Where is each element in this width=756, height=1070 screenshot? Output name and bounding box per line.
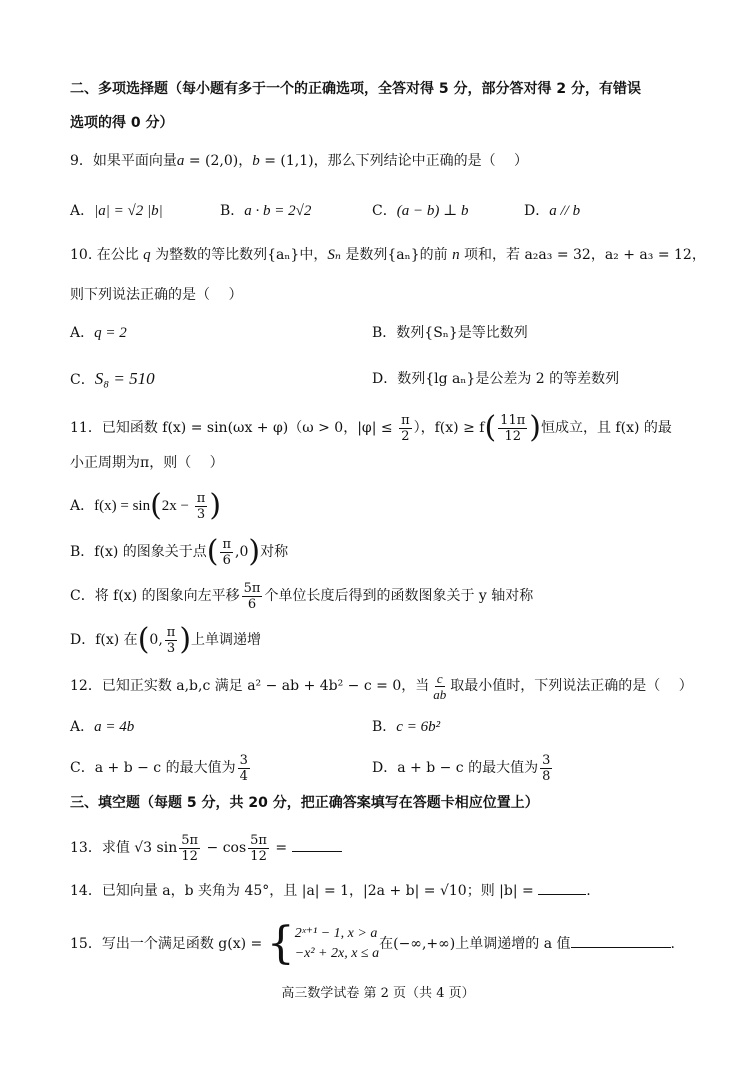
q9-b-value: = (1,1)，那么下列结论中正确的是（ ）: [259, 153, 529, 169]
section3-title: 三、填空题（每题 5 分，共 20 分，把正确答案填写在答题卡相应位置上）: [70, 795, 539, 811]
q10-stem-line1: 10. 在公比 q 为整数的等比数列{aₙ}中，Sₙ 是数列{aₙ}的前 n 项和，若 a₂a₃ = 32，a₂ + a₃ = 12，: [70, 247, 706, 263]
q12-option-b: B．c = 6b²: [372, 719, 441, 735]
q9-option-c: C．(a − b) ⊥ b: [372, 203, 469, 219]
q15-piecewise: 2ˣ⁺¹ − 1, x > a −x² + 2x, x ≤ a: [294, 926, 380, 961]
q11-option-d: D．f(x) 在(0, $\frac{\pi}{3}$ )上单调递增: [70, 622, 262, 657]
q12-option-c: C．a + b − c 的最大值为 $\frac{3}{4}$: [70, 752, 248, 784]
page-footer: 高三数学试卷 第 2 页（共 4 页）: [281, 986, 475, 1001]
q15-stem: 15．写出一个满足函数 g(x) = { 2ˣ⁺¹ − 1, x > a −x² + 2x, x ≤ a 在(−∞,+∞)上单调递增的 a 值 .: [70, 918, 675, 969]
section2-title-line1: 二、多项选择题（每小题有多于一个的正确选项，全答对得 5 分，部分答对得 2 分，有错误: [70, 81, 641, 97]
q14-stem: 14．已知向量 a，b 夹角为 45°，且 |a| = 1，|2a + b| = √10；则 |b| = .: [70, 883, 591, 899]
q10-option-c: C．S₈ = 510: [70, 369, 155, 388]
q13-stem: 13．求值 √3 sin $\frac{5\pi}{12}$ − cos $\frac{5\pi}{12}$ =: [70, 828, 690, 868]
q12-stem: 12．已知正实数 a,b,c 满足 a² − ab + 4b² − c = 0，当 $\frac{c}{ab}$ 取最小值时，下列说法正确的是（ ）: [70, 670, 693, 702]
q10-option-a: A．q = 2: [70, 325, 127, 341]
q10-stem-line2: 则下列说法正确的是（ ）: [70, 287, 243, 303]
q15-answer-blank[interactable]: [571, 947, 671, 948]
q9-a-value: = (2,0)，: [184, 153, 253, 169]
q9-stem-number: 9．如果平面向量: [70, 153, 177, 169]
q9-vector-a: a: [176, 153, 185, 169]
q10-option-b: B．数列{Sₙ}是等比数列: [372, 325, 528, 341]
q9-option-b: B．a · b = 2√2: [220, 203, 312, 219]
q12-option-d: D．a + b − c 的最大值为 $\frac{3}{8}$: [372, 752, 551, 784]
q9-option-d: D．a // b: [524, 203, 581, 219]
q10-option-d: D．数列{lg aₙ}是公差为 2 的等差数列: [372, 371, 620, 387]
section2-title-line2: 选项的得 0 分）: [70, 115, 174, 131]
q11-option-b: B．f(x) 的图象关于点( $\frac{\pi}{6}$ ,0)对称: [70, 534, 289, 569]
q9-vector-b: b: [252, 153, 260, 169]
q12-option-a: A．a = 4b: [70, 719, 135, 735]
q9-option-a: A．|a| = √2 |b|: [70, 203, 163, 219]
q11-stem-line2: 小正周期为π，则（ ）: [70, 455, 224, 471]
q11-eleven-pi-over-12: $\frac{11\pi}{12}$: [500, 412, 526, 444]
q14-answer-blank[interactable]: [538, 894, 586, 895]
q11-pi-over-2: $\frac{\pi}{2}$: [401, 412, 410, 444]
q13-answer-blank[interactable]: [292, 851, 342, 852]
q11-option-c: C．将 f(x) 的图象向左平移 $\frac{5\pi}{6}$ 个单位长度后得到的函数图象关于 y 轴对称: [70, 580, 534, 612]
q11-stem-line1: 11．已知函数 f(x) = sin(ωx + φ)（ω > 0，|φ| ≤ $\frac{\pi}{2}$ ），f(x) ≥ f( $\frac{11\pi}{12}$ )恒成立，且 f(x) 的最: [70, 410, 672, 445]
q9-stem: [70, 150, 690, 172]
q11-option-a: A．f(x) = sin(2x − $\frac{\pi}{3}$ ): [70, 488, 222, 523]
